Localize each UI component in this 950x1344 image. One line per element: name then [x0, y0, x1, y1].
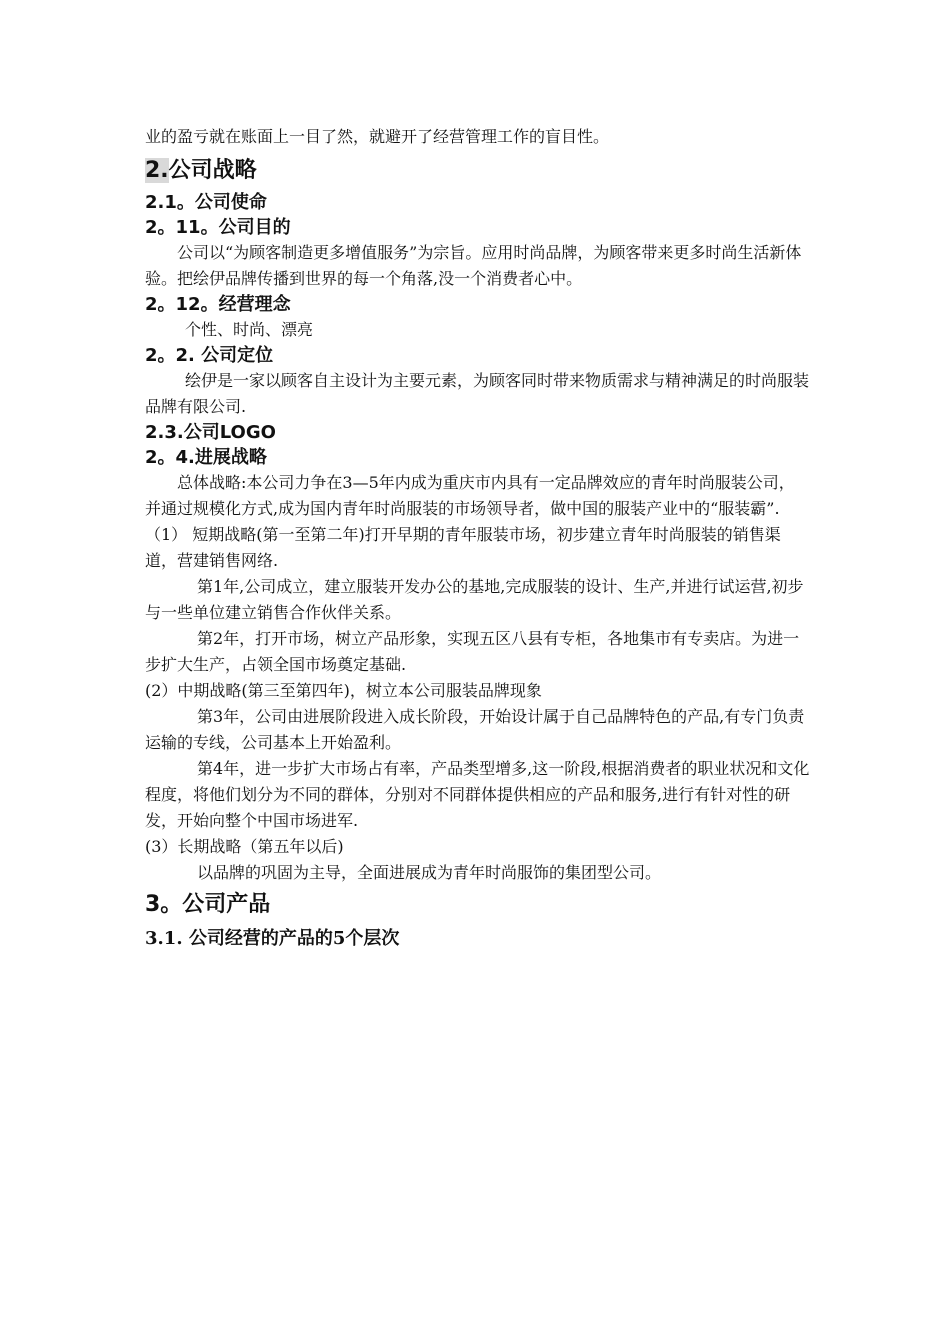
philosophy-paragraph: 个性、时尚、漂亮 — [185, 320, 314, 339]
section-title: 公司战略 — [168, 158, 257, 183]
heading-3-1: 3.1. 公司经营的产品的5个层次 — [145, 928, 400, 949]
section-heading-2 — [145, 156, 810, 186]
purpose-paragraph: 公司以“为顾客制造更多增值服务”为宗旨。应用时尚品牌，为顾客带来更多时尚生活新体验。把绘伊品牌传播到世界的每一个角落,没一个消费者心中。 — [145, 243, 802, 288]
heading-2-11: 2。11。公司目的 — [145, 217, 291, 238]
heading-2-3: 2.3.公司LOGO — [145, 422, 276, 443]
year-2-paragraph: 第2年，打开市场，树立产品形象，实现五区八县有专柜，各地集市有专卖店。为进一步扩大生产，占领全国市场奠定基础. — [145, 629, 800, 674]
heading-2-1: 2.1。公司使命 — [145, 192, 267, 213]
heading-2-4: 2。4.进展战略 — [145, 447, 267, 468]
positioning-paragraph: 绘伊是一家以顾客自主设计为主要元素，为顾客同时带来物质需求与精神满足的时尚服装品牌有限公司. — [145, 371, 810, 416]
intro-paragraph-tail: 业的盈亏就在账面上一目了然，就避开了经营管理工作的盲目性。 — [145, 127, 610, 146]
long-term-paragraph: 以品牌的巩固为主导，全面进展成为青年时尚服饰的集团型公司。 — [197, 863, 662, 882]
section-number-highlight: 2. — [145, 158, 169, 183]
heading-2-12: 2。12。经营理念 — [145, 294, 291, 315]
year-3-paragraph: 第3年，公司由进展阶段进入成长阶段，开始设计属于自己品牌特色的产品,有专门负责运输的专线，公司基本上开始盈利。 — [145, 707, 805, 752]
long-term-strategy: (3）长期战略（第五年以后) — [145, 837, 344, 856]
section-heading-3: 3。公司产品 — [145, 892, 271, 917]
heading-2-2: 2。2. 公司定位 — [145, 345, 274, 366]
year-1-paragraph: 第1年,公司成立，建立服装开发办公的基地,完成服装的设计、生产,并进行试运营,初步与一些单位建立销售合作伙伴关系。 — [145, 577, 804, 622]
document-page — [145, 124, 810, 954]
short-term-strategy: （1） 短期战略(第一至第二年)打开早期的青年服装市场，初步建立青年时尚服装的销售渠道，营建销售网络. — [145, 525, 781, 570]
year-4-paragraph: 第4年，进一步扩大市场占有率，产品类型增多,这一阶段,根据消费者的职业状况和文化程度，将他们划分为不同的群体，分别对不同群体提供相应的产品和服务,进行有针对性的研发，开始向整个中国市场进军. — [145, 759, 810, 830]
mid-term-strategy: (2）中期战略(第三至第四年)，树立本公司服装品牌现象 — [145, 681, 542, 700]
overall-strategy-paragraph: 总体战略:本公司力争在3—5年内成为重庆市内具有一定品牌效应的青年时尚服装公司，并通过规模化方式,成为国内青年时尚服装的市场领导者，做中国的服装产业中的“服装霸”. — [145, 473, 795, 518]
